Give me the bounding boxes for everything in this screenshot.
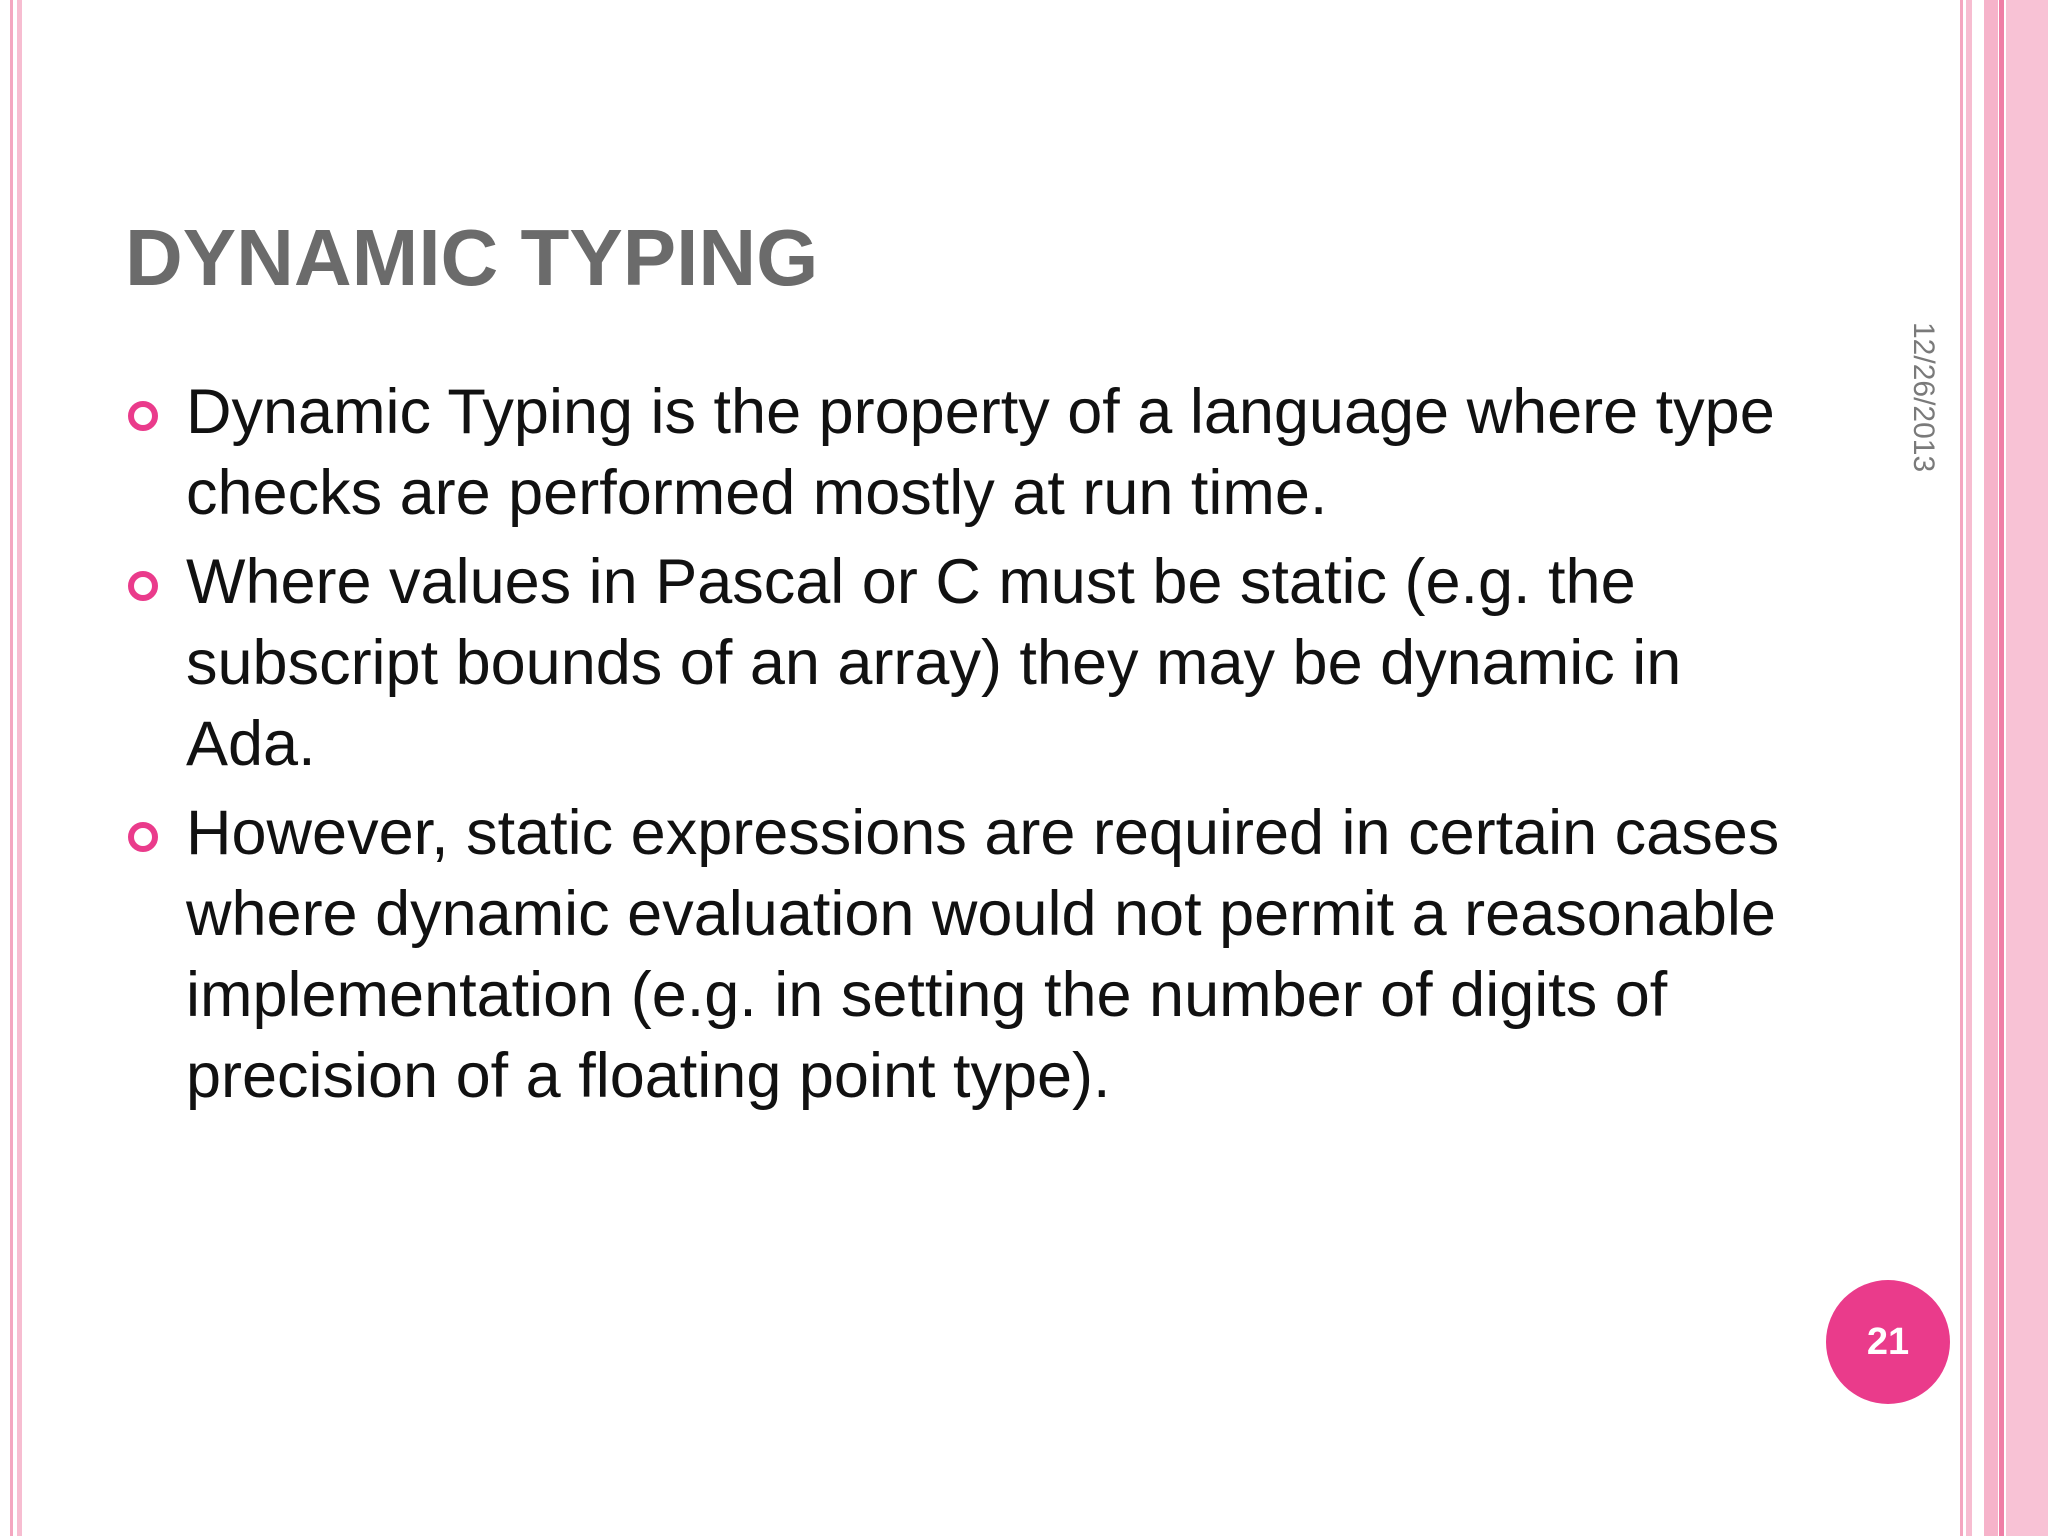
slide-date: 12/26/2013 — [1907, 322, 1940, 473]
page-number: 21 — [1866, 1320, 1910, 1363]
right-border-stripe — [1966, 0, 1972, 1536]
bullet-text: Dynamic Typing is the property of a language where type checks are performed mostly at run time. — [186, 377, 1775, 528]
bullet-item — [126, 793, 1806, 1117]
left-border-stripe — [17, 0, 22, 1536]
circle-bullet-icon — [128, 571, 158, 601]
circle-bullet-icon — [128, 822, 158, 852]
bullet-item — [126, 542, 1806, 785]
right-border-stripe — [1999, 0, 2004, 1536]
right-border-stripe — [1960, 0, 1963, 1536]
slide-title: DYNAMIC TYPING — [125, 213, 819, 302]
bullet-text: However, static expressions are required in certain cases where dynamic evaluation would not permit a reasonable implementation (e.g. in setting the number of digits of precision of a floating point type). — [186, 798, 1780, 1111]
page-number-badge — [1826, 1280, 1950, 1404]
left-border-stripe — [10, 0, 13, 1536]
right-border-stripe — [1984, 0, 1998, 1536]
right-border-stripe — [2006, 0, 2048, 1536]
bullet-list — [126, 372, 1806, 1125]
circle-bullet-icon — [128, 401, 158, 431]
bullet-item — [126, 372, 1806, 534]
bullet-text: Where values in Pascal or C must be static (e.g. the subscript bounds of an array) they may be dynamic in Ada. — [186, 547, 1682, 779]
